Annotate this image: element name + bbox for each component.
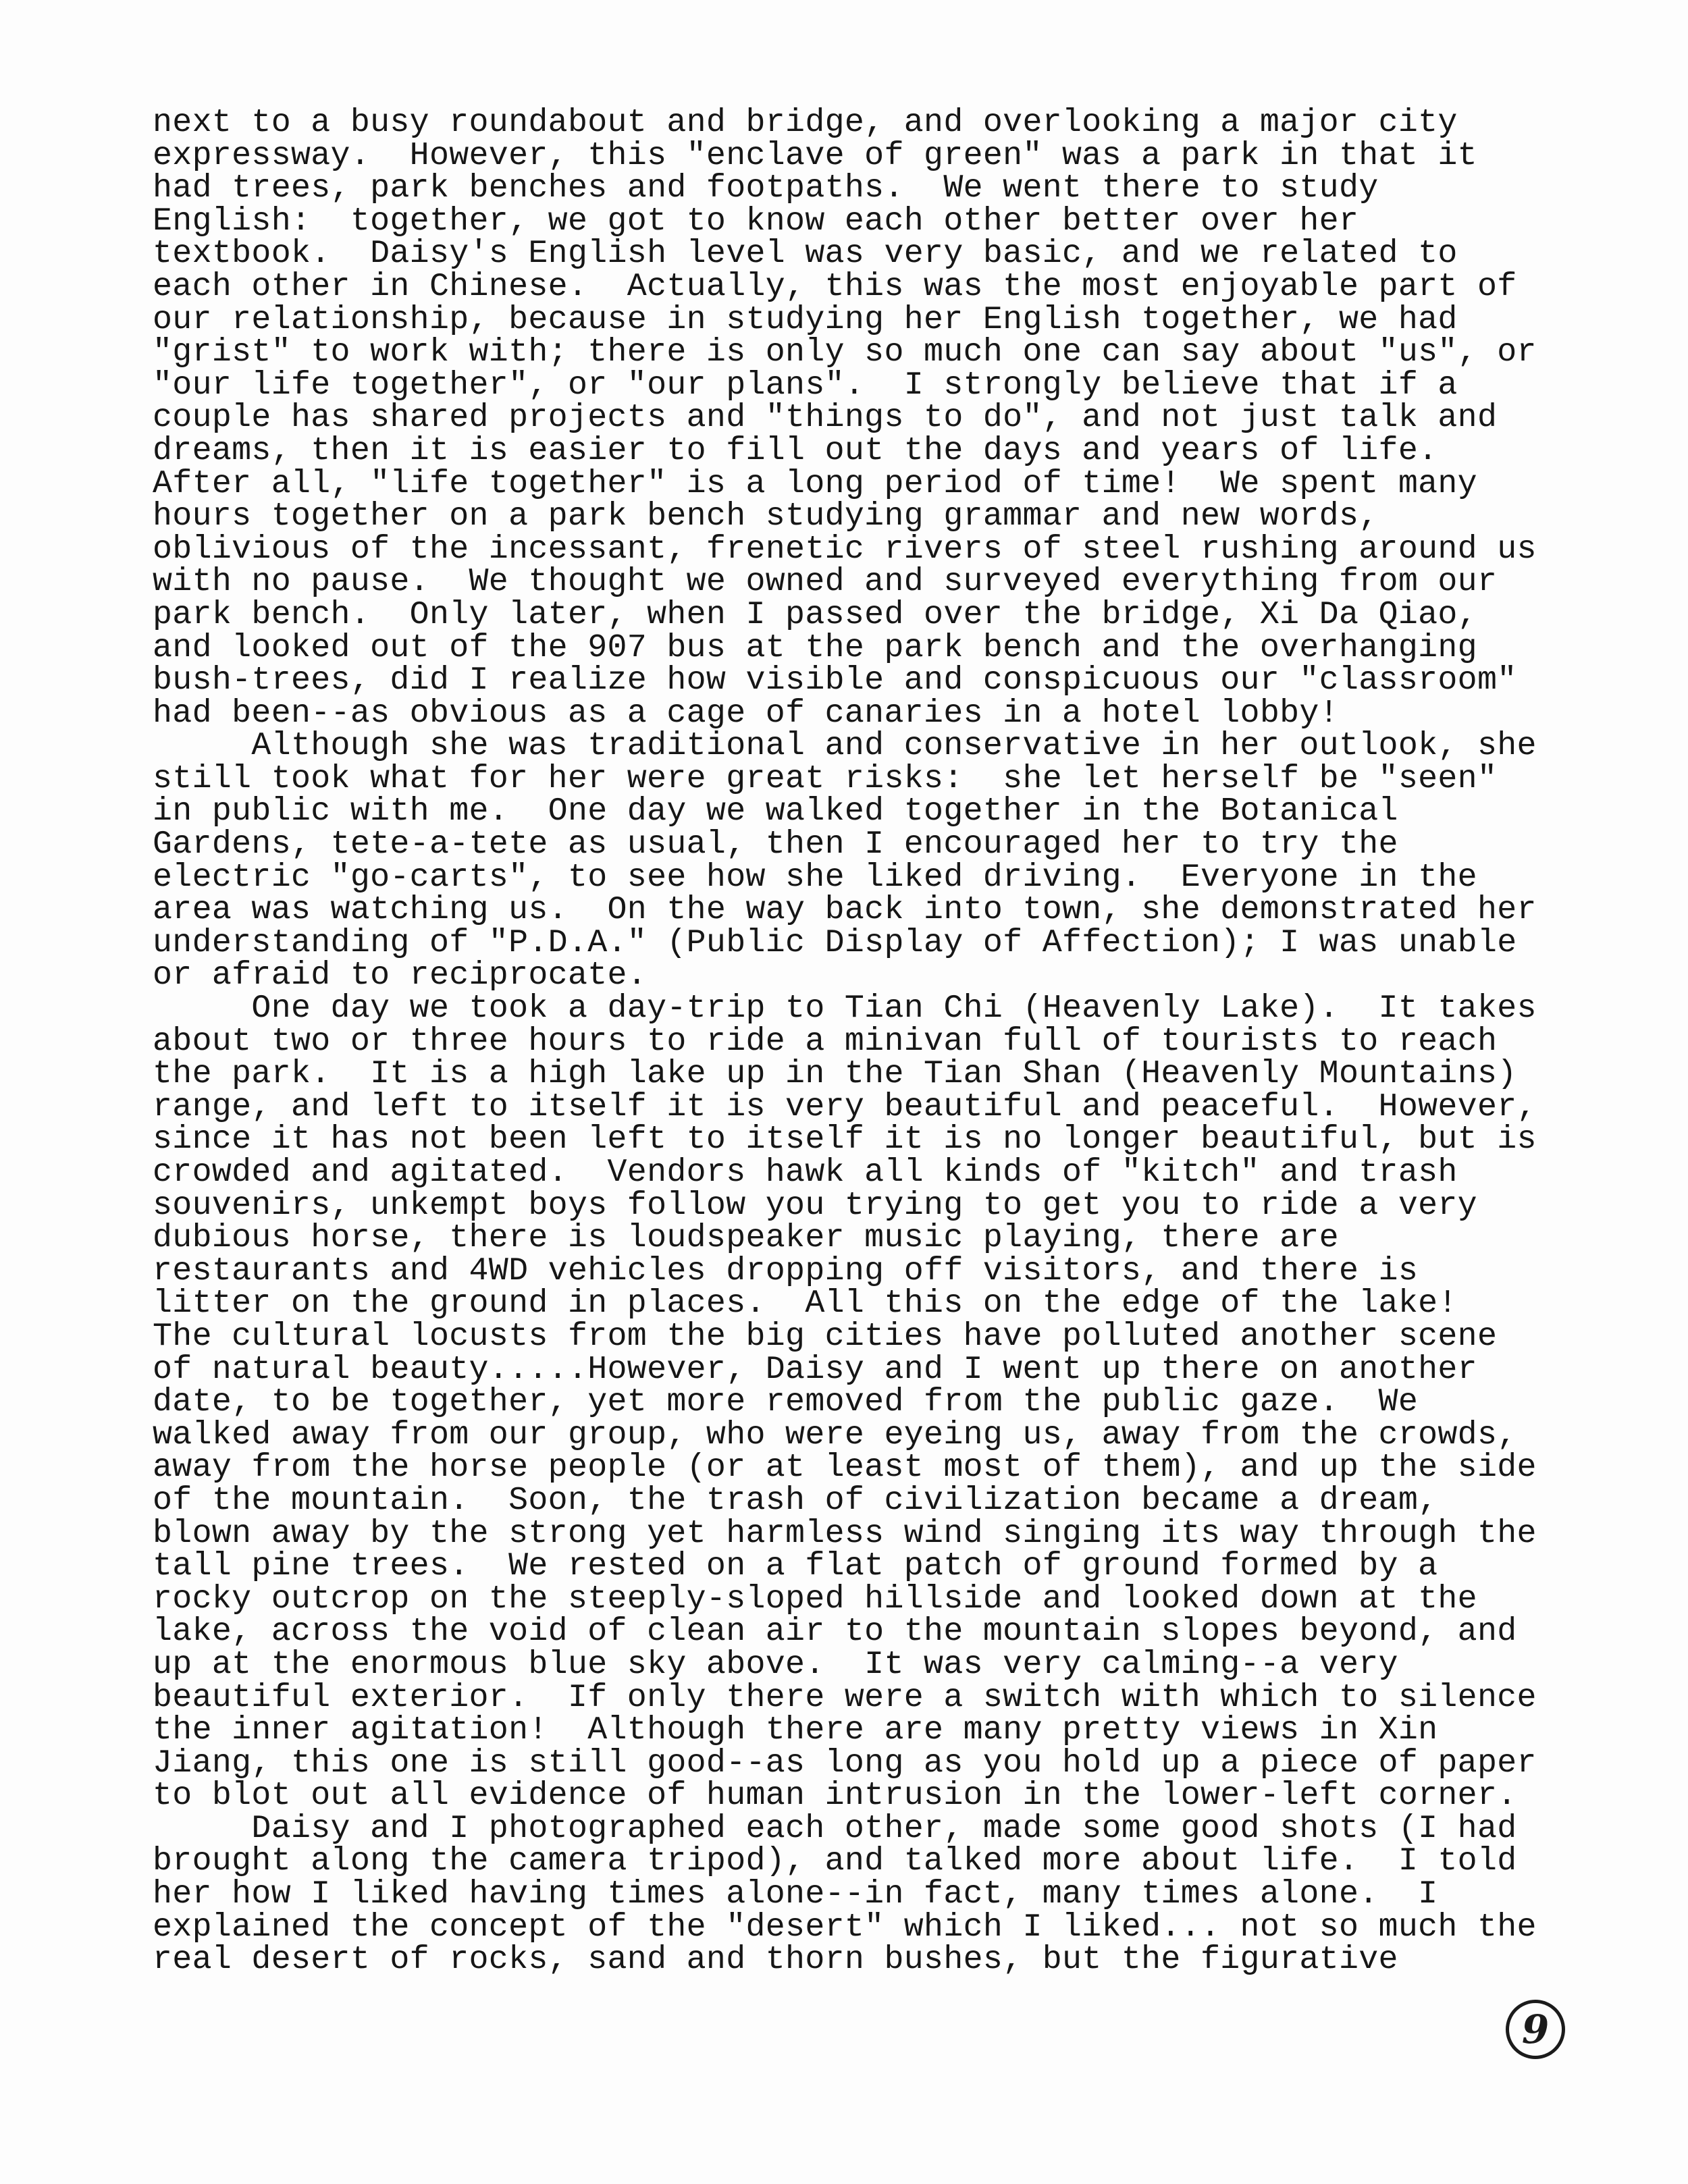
text-line: litter on the ground in places. All this on the edge of the lake! [153, 1285, 1458, 1323]
text-line: away from the horse people (or at least most of them), and up the side [153, 1449, 1537, 1487]
text-line: or afraid to reciprocate. [153, 957, 648, 994]
text-line: since it has not been left to itself it is no longer beautiful, but is [153, 1121, 1537, 1158]
text-line: beautiful exterior. If only there were a switch with which to silence [153, 1678, 1537, 1716]
text-line: of the mountain. Soon, the trash of civilization became a dream, [153, 1481, 1438, 1519]
text-line: "grist" to work with; there is only so much one can say about "us", or [153, 334, 1537, 371]
text-line: tall pine trees. We rested on a flat patch of ground formed by a [153, 1547, 1438, 1585]
text-line: dubious horse, there is loudspeaker music playing, there are [153, 1219, 1339, 1257]
text-line: dreams, then it is easier to fill out the days and years of life. [153, 431, 1438, 469]
text-line: had trees, park benches and footpaths. We went there to study [153, 169, 1379, 207]
text-line: "our life together", or "our plans". I strongly believe that if a [153, 366, 1458, 404]
text-line: One day we took a day-trip to Tian Chi (Heavenly Lake). It takes [153, 990, 1537, 1028]
text-line: the park. It is a high lake up in the Tian Shan (Heavenly Mountains) [153, 1055, 1517, 1093]
text-line: our relationship, because in studying her English together, we had [153, 300, 1458, 338]
text-line: her how I liked having times alone--in fact, many times alone. I [153, 1875, 1438, 1913]
text-line: electric "go-carts", to see how she liked driving. Everyone in the [153, 858, 1477, 896]
text-line: up at the enormous blue sky above. It was very calming--a very [153, 1645, 1398, 1683]
text-line: brought along the camera tripod), and talked more about life. I told [153, 1842, 1517, 1880]
text-line: in public with me. One day we walked together in the Botanical [153, 793, 1398, 830]
text-line: Although she was traditional and conservative in her outlook, she [153, 727, 1537, 765]
text-line: The cultural locusts from the big cities have polluted another scene [153, 1317, 1498, 1355]
text-line: area was watching us. On the way back into town, she demonstrated her [153, 891, 1537, 929]
text-line: rocky outcrop on the steeply-sloped hillside and looked down at the [153, 1580, 1477, 1618]
text-line: Gardens, tete-a-tete as usual, then I encouraged her to try the [153, 826, 1398, 863]
text-line: and looked out of the 907 bus at the park bench and the overhanging [153, 629, 1477, 666]
text-line: park bench. Only later, when I passed over the bridge, Xi Da Qiao, [153, 595, 1477, 633]
text-line: real desert of rocks, sand and thorn bushes, but the figurative [153, 1941, 1398, 1979]
text-line: souvenirs, unkempt boys follow you trying to get you to ride a very [153, 1186, 1477, 1224]
text-line: oblivious of the incessant, frenetic rivers of steel rushing around us [153, 530, 1537, 568]
text-line: about two or three hours to ride a minivan full of tourists to reach [153, 1022, 1498, 1060]
text-line: understanding of "P.D.A." (Public Display of Affection); I was unable [153, 924, 1517, 961]
text-line: crowded and agitated. Vendors hawk all kinds of "kitch" and trash [153, 1154, 1458, 1191]
text-line: bush-trees, did I realize how visible and conspicuous our "classroom" [153, 662, 1517, 699]
text-line: range, and left to itself it is very beautiful and peaceful. However, [153, 1088, 1537, 1125]
text-line: still took what for her were great risks: she let herself be "seen" [153, 760, 1498, 797]
text-line: hours together on a park bench studying grammar and new words, [153, 498, 1379, 535]
text-line: expressway. However, this "enclave of green" was a park in that it [153, 136, 1477, 174]
text-line: the inner agitation! Although there are many pretty views in Xin [153, 1711, 1438, 1749]
text-line: of natural beauty.....However, Daisy and I went up there on another [153, 1350, 1477, 1388]
text-line: After all, "life together" is a long period of time! We spent many [153, 464, 1477, 502]
text-line: lake, across the void of clean air to the mountain slopes beyond, and [153, 1613, 1517, 1651]
text-line: couple has shared projects and "things to do", and not just talk and [153, 399, 1498, 437]
page-number: 9 [1506, 2000, 1565, 2059]
text-line: Jiang, this one is still good--as long as you hold up a piece of paper [153, 1744, 1537, 1782]
text-line: explained the concept of the "desert" which I liked... not so much the [153, 1908, 1537, 1946]
text-line: next to a busy roundabout and bridge, and overlooking a major city [153, 104, 1458, 141]
text-line: had been--as obvious as a cage of canaries in a hotel lobby! [153, 694, 1339, 732]
text-line: Daisy and I photographed each other, made some good shots (I had [153, 1809, 1517, 1847]
body-text [153, 104, 1631, 1979]
text-line: each other in Chinese. Actually, this was the most enjoyable part of [153, 267, 1517, 305]
text-line: to blot out all evidence of human intrusion in the lower-left corner. [153, 1777, 1517, 1815]
text-line: textbook. Daisy's English level was very basic, and we related to [153, 235, 1458, 273]
text-line: blown away by the strong yet harmless wind singing its way through the [153, 1514, 1537, 1552]
text-line: walked away from our group, who were eyeing us, away from the crowds, [153, 1416, 1517, 1454]
text-line: restaurants and 4WD vehicles dropping off visitors, and there is [153, 1252, 1419, 1289]
text-line: English: together, we got to know each other better over her [153, 202, 1359, 240]
text-line: date, to be together, yet more removed from the public gaze. We [153, 1383, 1419, 1421]
text-line: with no pause. We thought we owned and surveyed everything from our [153, 563, 1498, 601]
